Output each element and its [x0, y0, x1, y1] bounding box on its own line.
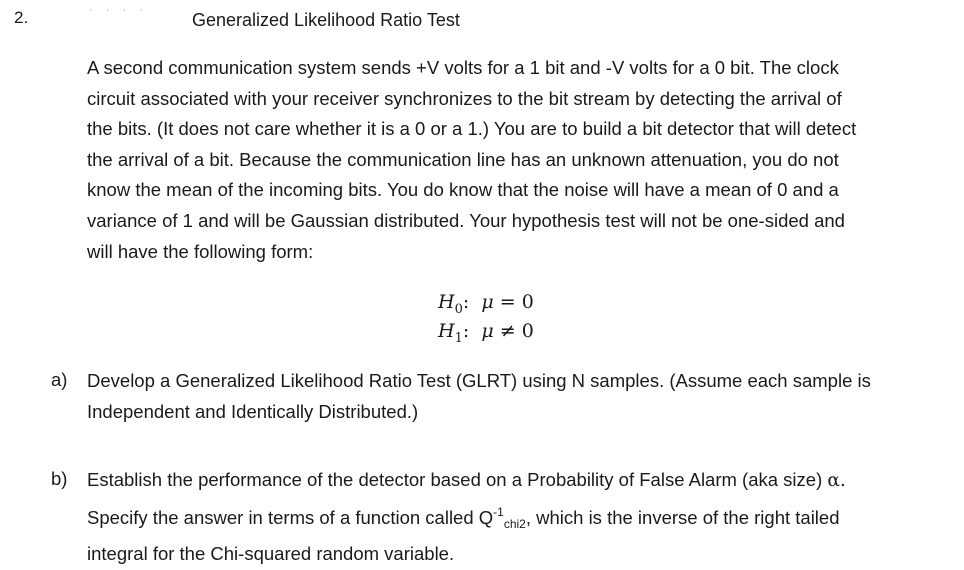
- problem-statement: [87, 53, 964, 267]
- part-b-line2-prefix: Specify the answer in terms of a function called Q: [87, 506, 494, 528]
- statement-line: variance of 1 and will be Gaussian distributed. Your hypothesis test will not be one-sided and: [87, 209, 845, 231]
- statement-line: the bits. (It does not care whether it is a 0 or a 1.) You are to build a bit detector that will detect: [87, 118, 857, 140]
- question-title: Generalized Likelihood Ratio Test: [192, 10, 460, 30]
- part-b-line: [87, 497, 846, 540]
- hypothesis-subscript: 0: [454, 301, 463, 317]
- part-a-label: a): [51, 369, 68, 390]
- hypothesis-symbol: H: [438, 291, 455, 313]
- hypothesis-subscript: 1: [454, 330, 463, 346]
- q-inverse-superscript: -1: [493, 504, 504, 519]
- part-b-line: [87, 465, 846, 497]
- statement-line: will have the following form:: [87, 240, 314, 262]
- alpha-symbol: α.: [827, 470, 846, 491]
- part-b-line2-suffix: , which is the inverse of the right tailed: [525, 506, 840, 528]
- part-b-line: integral for the Chi-squared random variable.: [87, 543, 455, 565]
- statement-line: circuit associated with your receiver synchronizes to the bit stream by detecting the arrival of: [87, 87, 842, 109]
- part-b-line1-text: Establish the performance of the detector based on a Probability of False Alarm (aka size): [87, 469, 828, 490]
- hypothesis-value: 0: [521, 320, 534, 342]
- question-number: 2.: [14, 8, 29, 27]
- hypothesis-colon: :: [462, 320, 470, 342]
- relation-symbol: =: [499, 291, 516, 313]
- q-chi2-subscript: chi2: [503, 516, 526, 531]
- relation-symbol: ≠: [499, 320, 516, 342]
- statement-line: the arrival of a bit. Because the communication line has an unknown attenuation, you do not: [87, 148, 839, 170]
- mean-symbol: μ: [481, 291, 494, 313]
- part-b-text: [87, 465, 846, 570]
- mean-symbol: μ: [481, 320, 494, 342]
- part-b-label: b): [51, 468, 68, 489]
- statement-line: A second communication system sends +V volts for a 1 bit and -V volts for a 0 bit. The clock: [87, 57, 839, 78]
- statement-line: know the mean of the incoming bits. You do know that the noise will have a mean of 0 and a: [87, 179, 839, 201]
- part-a-text: [87, 366, 871, 427]
- null-hypothesis: [438, 291, 534, 317]
- part-a-line: Independent and Identically Distributed.): [87, 400, 419, 422]
- hypothesis-symbol: H: [438, 320, 455, 342]
- alternative-hypothesis: [438, 320, 534, 346]
- hypothesis-value: 0: [521, 291, 534, 313]
- hypothesis-colon: :: [462, 291, 470, 313]
- scan-specks: ' ' ' ': [90, 8, 148, 19]
- part-a-line: Develop a Generalized Likelihood Ratio Test (GLRT) using N samples. (Assume each sample is: [87, 370, 871, 391]
